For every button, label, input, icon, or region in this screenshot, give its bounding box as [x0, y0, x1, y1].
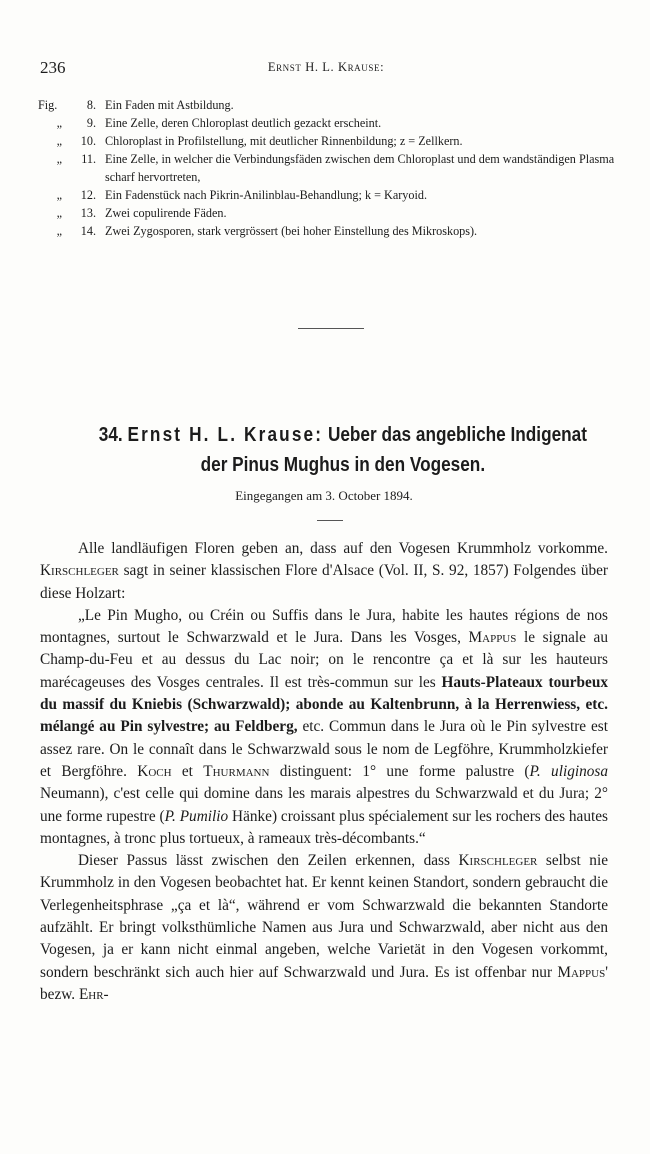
short-rule	[317, 520, 343, 521]
species-name: P. uliginosa	[529, 762, 608, 780]
emphasized-text: Hauts-Plateaux tourbeux du massif du Kniebis (Schwarzwald); abonde au Kaltenbrunn, à la Herrenwiess, etc. mélangé au Pin sylvestre; au Feldberg,	[40, 673, 608, 736]
text-run: bezw.	[40, 985, 79, 1003]
article-title-text: Ueber das angebliche Indigenat	[327, 424, 587, 446]
article-title	[38, 420, 648, 480]
text-run: Alle landläufigen Floren geben an, dass auf den Vogesen Krummholz vorkomme.	[78, 540, 608, 557]
paragraph	[40, 850, 608, 1006]
received-date: Eingegangen am 3. October 1894.	[235, 488, 413, 503]
figure-number: 8.	[86, 98, 96, 112]
figure-caption-text: Zwei copulirende Fäden.	[105, 206, 227, 220]
figure-caption	[38, 204, 644, 222]
text-run: Dieser Passus lässt zwischen den Zeilen erkennen, dass	[78, 852, 459, 870]
figure-caption-text: Ein Fadenstück nach Pikrin-Anilinblau-Behandlung; k = Karyoid.	[105, 188, 427, 202]
species-name: P. Pumilio	[164, 807, 229, 825]
page-number: 236	[40, 58, 66, 77]
page-header	[40, 58, 612, 82]
author-name: Kirschleger	[40, 562, 119, 580]
text-run: Neumann), c'est celle qui domine dans les marais alpestres du Schwarzwald et du Jura; 2° une forme rupestre (	[40, 785, 608, 825]
figure-prefix: „	[56, 224, 62, 238]
author-name: Koch	[137, 762, 172, 780]
text-run: sagt in seiner klassischen Flore d'Alsace (Vol. II, S. 92, 1857) Folgendes über diese Holzart:	[40, 562, 608, 602]
article-number: 34.	[98, 424, 123, 446]
text-run: et	[171, 762, 204, 780]
figure-caption	[38, 150, 644, 186]
author-name: Ehr-	[78, 985, 109, 1003]
article-title-line-1	[38, 420, 648, 450]
figure-prefix: „	[56, 116, 62, 130]
figure-caption-text: Zwei Zygosporen, stark vergrössert (bei hoher Einstellung des Mikroskops).	[105, 224, 478, 238]
text-run: etc. Commun dans le Jura où le Pin sylvestre est assez rare. On le connaît dans le Schwarzwald sous le nom de Legföhre, Krummholzkiefer et Bergföhre.	[40, 718, 609, 780]
author-name: Mappus	[468, 629, 517, 647]
figure-number: 13.	[80, 206, 96, 220]
text-run: selbst nie Krummholz in den Vogesen beobachtet hat. Er kennt keinen Standort, sondern gebraucht die Verlegenheitsphrase „ça et là“, während er vom Schwarzwald die bekannten Standorte aufzählt. Er bringt volksthümliche Namen aus Jura und Schwarzwald, aber nicht aus den Vogesen, ja er kann nicht einmal angeben, welche Varietät in den Vogesen vorkommt, sondern beschränkt sich auch hier auf Schwarzwald und Jura. Es ist offenbar nur	[40, 852, 608, 981]
figure-number: 14.	[80, 224, 96, 238]
quote-paragraph	[40, 605, 608, 850]
figure-prefix: Fig.	[38, 98, 58, 112]
figure-caption-list	[38, 96, 644, 240]
figure-prefix: „	[56, 134, 62, 148]
text-run: Hänke) croissant plus spécialement sur les rochers des hautes montagnes, à tronc plus tortueux, à rameaux très-décombants.“	[40, 807, 608, 847]
article-body	[40, 538, 608, 1006]
figure-caption	[38, 186, 644, 204]
figure-caption	[38, 96, 644, 114]
figure-number: 11.	[81, 152, 96, 166]
figure-caption-text: Eine Zelle, deren Chloroplast deutlich gezackt erscheint.	[105, 116, 382, 130]
text-run: „Le Pin Mugho, ou Créin ou Suffis dans le Jura, habite les hautes régions de nos montagnes, surtout le Schwarzwald et le Jura. Dans les Vosges,	[40, 606, 608, 647]
figure-number: 12.	[80, 188, 96, 202]
article-author: Ernst H. L. Krause:	[127, 424, 324, 446]
figure-prefix: „	[56, 188, 62, 202]
author-name: Mappus'	[557, 963, 608, 981]
figure-prefix: „	[56, 152, 62, 166]
figure-caption	[38, 114, 644, 132]
paragraph	[40, 538, 608, 605]
text-run: le signale au Champ-du-Feu et au dessus du Lac noir; on le rencontre ça et là sur les hauteurs marécageuses des Vosges centrales. Il est très-commun sur les	[40, 629, 608, 691]
figure-caption	[38, 222, 644, 240]
text-run: distinguent: 1° une forme palustre (	[269, 762, 530, 780]
section-divider	[298, 328, 364, 329]
figure-caption-text: Chloroplast in Profilstellung, mit deutlicher Rinnenbildung; z = Zellkern.	[105, 134, 463, 148]
figure-caption-text: Eine Zelle, in welcher die Verbindungsfäden zwischen dem Chloroplast und dem wandständigen Plasma scharf hervortreten,	[105, 152, 615, 184]
article-title-line-2: der Pinus Mughus in den Vogesen.	[200, 454, 486, 476]
author-name: Thurmann	[203, 762, 270, 780]
figure-number: 10.	[80, 134, 96, 148]
running-head: Ernst H. L. Krause:	[267, 60, 385, 74]
figure-prefix: „	[56, 206, 62, 220]
figure-caption-text: Ein Faden mit Astbildung.	[105, 98, 234, 112]
author-name: Kirschleger	[458, 852, 538, 870]
figure-caption	[38, 132, 644, 150]
figure-number: 9.	[86, 116, 96, 130]
